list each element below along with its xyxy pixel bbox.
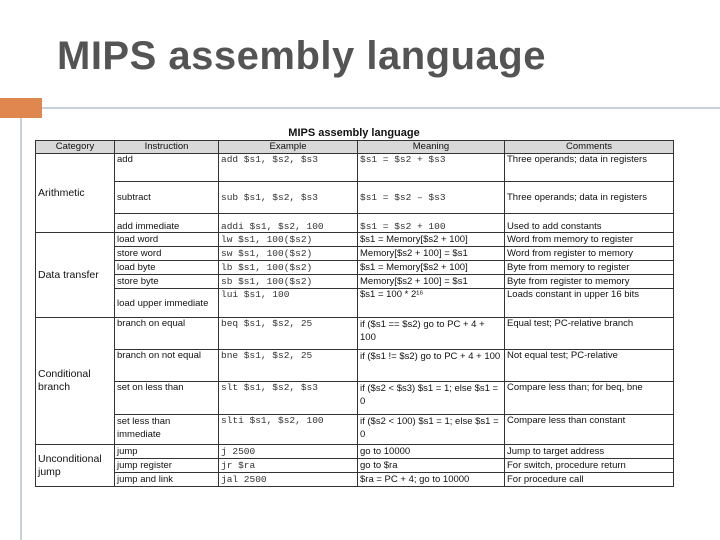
- table-row: [36, 459, 674, 473]
- table-row: [36, 233, 674, 247]
- example-cell: sub $s1, $s2, $s3: [219, 182, 358, 214]
- example-cell: jr $ra: [219, 459, 358, 473]
- table-row: [36, 154, 674, 182]
- instruction-cell: jump: [115, 445, 219, 459]
- meaning-cell: if ($s2 < 100) $s1 = 1; else $s1 = 0: [358, 415, 505, 445]
- comment-cell: Equal test; PC-relative branch: [505, 318, 674, 350]
- example-cell: lb $s1, 100($s2): [219, 261, 358, 275]
- comment-cell: Word from register to memory: [505, 247, 674, 261]
- left-rule: [20, 118, 22, 540]
- meaning-cell: go to $ra: [358, 459, 505, 473]
- example-cell: lw $s1, 100($s2): [219, 233, 358, 247]
- header-comments: Comments: [505, 141, 674, 154]
- comment-cell: Byte from register to memory: [505, 275, 674, 289]
- header-category: Category: [36, 141, 115, 154]
- instruction-cell: add immediate: [115, 214, 219, 233]
- example-cell: addi $s1, $s2, 100: [219, 214, 358, 233]
- mips-table-container: [35, 126, 673, 487]
- example-cell: bne $s1, $s2, 25: [219, 350, 358, 382]
- table-row: [36, 318, 674, 350]
- instruction-cell: subtract: [115, 182, 219, 214]
- table-row: [36, 473, 674, 487]
- table-row: [36, 214, 674, 233]
- instruction-cell: set less than immediate: [115, 415, 219, 445]
- category-cell: Conditional branch: [36, 318, 115, 445]
- instruction-cell: load byte: [115, 261, 219, 275]
- table-row: [36, 247, 674, 261]
- meaning-cell: $ra = PC + 4; go to 10000: [358, 473, 505, 487]
- example-cell: add $s1, $s2, $s3: [219, 154, 358, 182]
- meaning-cell: $s1 = Memory[$s2 + 100]: [358, 233, 505, 247]
- example-cell: slt $s1, $s2, $s3: [219, 382, 358, 415]
- table-caption: MIPS assembly language: [288, 127, 420, 139]
- table-row: [36, 382, 674, 415]
- instruction-cell: branch on not equal: [115, 350, 219, 382]
- instruction-cell: add: [115, 154, 219, 182]
- table-row: [36, 350, 674, 382]
- header-meaning: Meaning: [358, 141, 505, 154]
- table-row: [36, 289, 674, 318]
- comment-cell: Three operands; data in registers: [505, 182, 674, 214]
- instruction-cell: set on less than: [115, 382, 219, 415]
- header-example: Example: [219, 141, 358, 154]
- meaning-cell: if ($s1 != $s2) go to PC + 4 + 100: [358, 350, 505, 382]
- category-cell: Data transfer: [36, 233, 115, 318]
- instruction-cell: store word: [115, 247, 219, 261]
- example-cell: slti $s1, $s2, 100: [219, 415, 358, 445]
- table-header-row: [36, 141, 674, 154]
- table-row: [36, 275, 674, 289]
- meaning-cell: if ($s1 == $s2) go to PC + 4 + 100: [358, 318, 505, 350]
- meaning-cell: go to 10000: [358, 445, 505, 459]
- meaning-cell: if ($s2 < $s3) $s1 = 1; else $s1 = 0: [358, 382, 505, 415]
- comment-cell: Byte from memory to register: [505, 261, 674, 275]
- instruction-cell: load upper immediate: [115, 289, 219, 318]
- meaning-cell: $s1 = Memory[$s2 + 100]: [358, 261, 505, 275]
- table-row: [36, 261, 674, 275]
- example-cell: jal 2500: [219, 473, 358, 487]
- instruction-cell: jump register: [115, 459, 219, 473]
- comment-cell: For procedure call: [505, 473, 674, 487]
- category-cell: Unconditional jump: [36, 445, 115, 487]
- example-cell: sb $s1, 100($s2): [219, 275, 358, 289]
- comment-cell: Not equal test; PC-relative: [505, 350, 674, 382]
- mips-table: [35, 140, 674, 487]
- comment-cell: Jump to target address: [505, 445, 674, 459]
- example-cell: j 2500: [219, 445, 358, 459]
- instruction-cell: branch on equal: [115, 318, 219, 350]
- category-cell: Arithmetic: [36, 154, 115, 233]
- header-instruction: Instruction: [115, 141, 219, 154]
- example-cell: lui $s1, 100: [219, 289, 358, 318]
- comment-cell: Used to add constants: [505, 214, 674, 233]
- example-cell: sw $s1, 100($s2): [219, 247, 358, 261]
- comment-cell: Loads constant in upper 16 bits: [505, 289, 674, 318]
- comment-cell: Compare less than constant: [505, 415, 674, 445]
- meaning-cell: Memory[$s2 + 100] = $s1: [358, 275, 505, 289]
- instruction-cell: store byte: [115, 275, 219, 289]
- table-row: [36, 415, 674, 445]
- title-divider: [42, 107, 720, 109]
- instruction-cell: load word: [115, 233, 219, 247]
- comment-cell: Word from memory to register: [505, 233, 674, 247]
- meaning-cell: $s1 = 100 * 2¹⁶: [358, 289, 505, 318]
- comment-cell: For switch, procedure return: [505, 459, 674, 473]
- meaning-cell: $s1 = $s2 + 100: [358, 214, 505, 233]
- meaning-cell: $s1 = $s2 + $s3: [358, 154, 505, 182]
- slide-title: MIPS assembly language: [57, 34, 546, 78]
- meaning-cell: $s1 = $s2 – $s3: [358, 182, 505, 214]
- table-row: [36, 182, 674, 214]
- table-row: [36, 445, 674, 459]
- accent-bar: [0, 98, 42, 118]
- comment-cell: Compare less than; for beq, bne: [505, 382, 674, 415]
- meaning-cell: Memory[$s2 + 100] = $s1: [358, 247, 505, 261]
- example-cell: beq $s1, $s2, 25: [219, 318, 358, 350]
- comment-cell: Three operands; data in registers: [505, 154, 674, 182]
- instruction-cell: jump and link: [115, 473, 219, 487]
